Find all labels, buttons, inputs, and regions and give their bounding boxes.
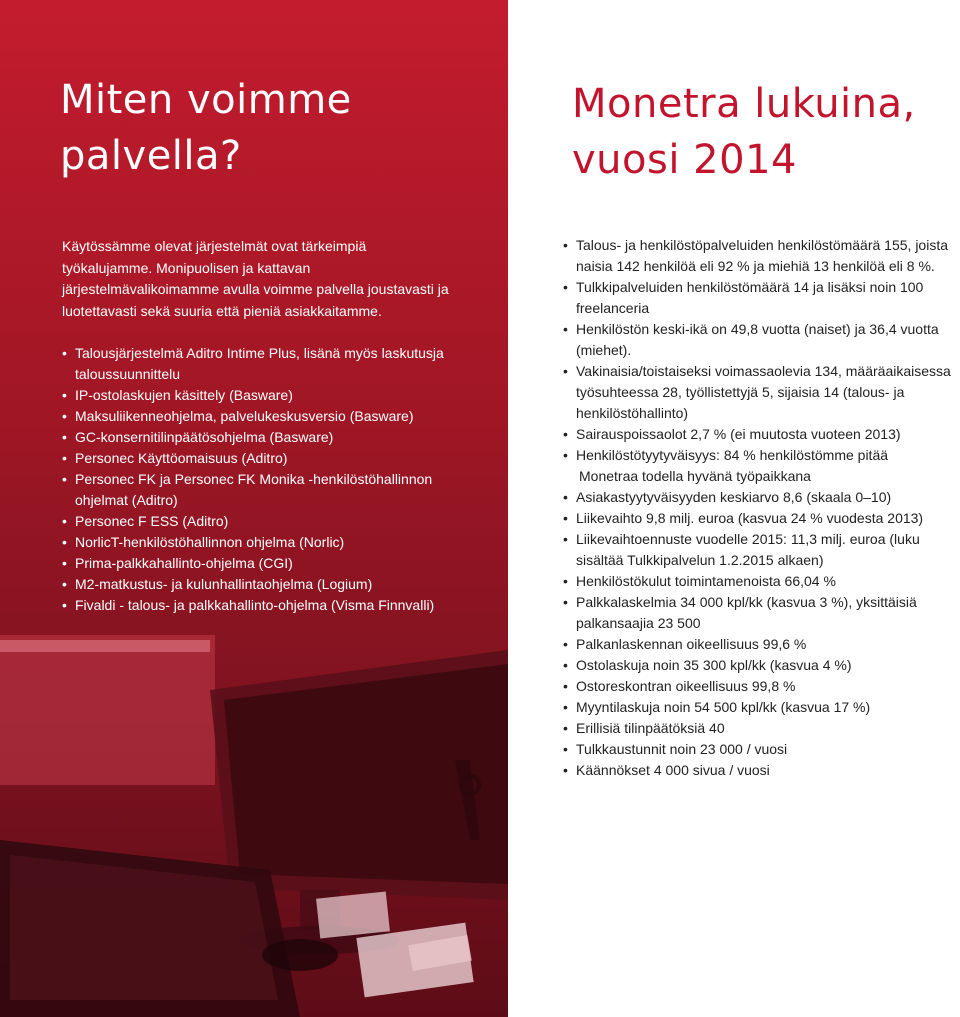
list-item: • Sairauspoissaolot 2,7 % (ei muutosta vuoteen 2013) bbox=[563, 424, 955, 445]
list-item: • Personec F ESS (Aditro) bbox=[62, 511, 462, 532]
right-title-line-2: vuosi 2014 bbox=[572, 137, 797, 183]
left-title-line-2: palvella? bbox=[60, 133, 242, 179]
list-item: • Asiakastyytyväisyyden keskiarvo 8,6 (skaala 0–10) bbox=[563, 487, 955, 508]
list-item: • Tulkkaustunnit noin 23 000 / vuosi bbox=[563, 739, 955, 760]
list-item: • Liikevaihtoennuste vuodelle 2015: 11,3 milj. euroa (luku sisältää Tulkkipalvelun 1.2.2015 alkaen) bbox=[563, 529, 955, 571]
left-intro-paragraph: Käytössämme olevat järjestelmät ovat tärkeimpiä työkalujamme. Monipuolisen ja kattavan järjestelmävalikoimamme avulla voimme palvella joustavasti ja luotettavasti sekä suuria että pieniä asiakkaitamme. bbox=[62, 238, 449, 319]
list-item: • Maksuliikenneohjelma, palvelukeskusversio (Basware) bbox=[62, 406, 462, 427]
list-item: • Käännökset 4 000 sivua / vuosi bbox=[563, 760, 955, 781]
figures-list bbox=[563, 235, 955, 781]
list-item: • Ostolaskuja noin 35 300 kpl/kk (kasvua 4 %) bbox=[563, 655, 955, 676]
systems-list bbox=[62, 343, 462, 616]
list-item: • Henkilöstötyytyväisyys: 84 % henkilöstömme pitää bbox=[563, 445, 955, 466]
list-item: • Personec Käyttöomaisuus (Aditro) bbox=[62, 448, 462, 469]
list-item-continuation: Monetraa todella hyvänä työpaikkana bbox=[579, 468, 811, 484]
list-item: • Tulkkipalveluiden henkilöstömäärä 14 ja lisäksi noin 100 freelanceria bbox=[563, 277, 955, 319]
list-item: • Fivaldi - talous- ja palkkahallinto-ohjelma (Visma Finnvalli) bbox=[62, 595, 462, 616]
list-item: • Myyntilaskuja noin 54 500 kpl/kk (kasvua 17 %) bbox=[563, 697, 955, 718]
list-item: • Liikevaihto 9,8 milj. euroa (kasvua 24 % vuodesta 2013) bbox=[563, 508, 955, 529]
list-item: • Personec FK ja Personec FK Monika -henkilöstöhallinnon ohjelmat (Aditro) bbox=[62, 469, 462, 511]
list-item: • Erillisiä tilinpäätöksiä 40 bbox=[563, 718, 955, 739]
left-title bbox=[60, 72, 480, 184]
left-title-line-1: Miten voimme bbox=[60, 77, 352, 123]
right-title bbox=[572, 76, 942, 188]
right-title-line-1: Monetra lukuina, bbox=[572, 81, 916, 127]
list-item: • Talousjärjestelmä Aditro Intime Plus, lisänä myös laskutusja taloussuunnittelu bbox=[62, 343, 462, 385]
list-item: • Henkilöstön keski-ikä on 49,8 vuotta (naiset) ja 36,4 vuotta (miehet). bbox=[563, 319, 955, 361]
list-item: • Palkkalaskelmia 34 000 kpl/kk (kasvua 3 %), yksittäisiä palkansaajia 23 500 bbox=[563, 592, 955, 634]
list-item: • Palkanlaskennan oikeellisuus 99,6 % bbox=[563, 634, 955, 655]
list-item: • GC-konsernitilinpäätösohjelma (Basware) bbox=[62, 427, 462, 448]
list-item: • IP-ostolaskujen käsittely (Basware) bbox=[62, 385, 462, 406]
list-item: • NorlicT-henkilöstöhallinnon ohjelma (Norlic) bbox=[62, 532, 462, 553]
list-item: • M2-matkustus- ja kulunhallintaohjelma (Logium) bbox=[62, 574, 462, 595]
list-item: • Prima-palkkahallinto-ohjelma (CGI) bbox=[62, 553, 462, 574]
list-item: • Vakinaisia/toistaiseksi voimassaolevia 134, määräaikaisessa työsuhteessa 28, työllistettyjä 5, sijaisia 14 (talous- ja henkilöstöhallinto) bbox=[563, 361, 955, 424]
list-item: • Ostoreskontran oikeellisuus 99,8 % bbox=[563, 676, 955, 697]
list-item: • Henkilöstökulut toimintamenoista 66,04 % bbox=[563, 571, 955, 592]
list-item: • Talous- ja henkilöstöpalveluiden henkilöstömäärä 155, joista naisia 142 henkilöä eli 92 % ja miehiä 13 henkilöä eli 8 %. bbox=[563, 235, 955, 277]
